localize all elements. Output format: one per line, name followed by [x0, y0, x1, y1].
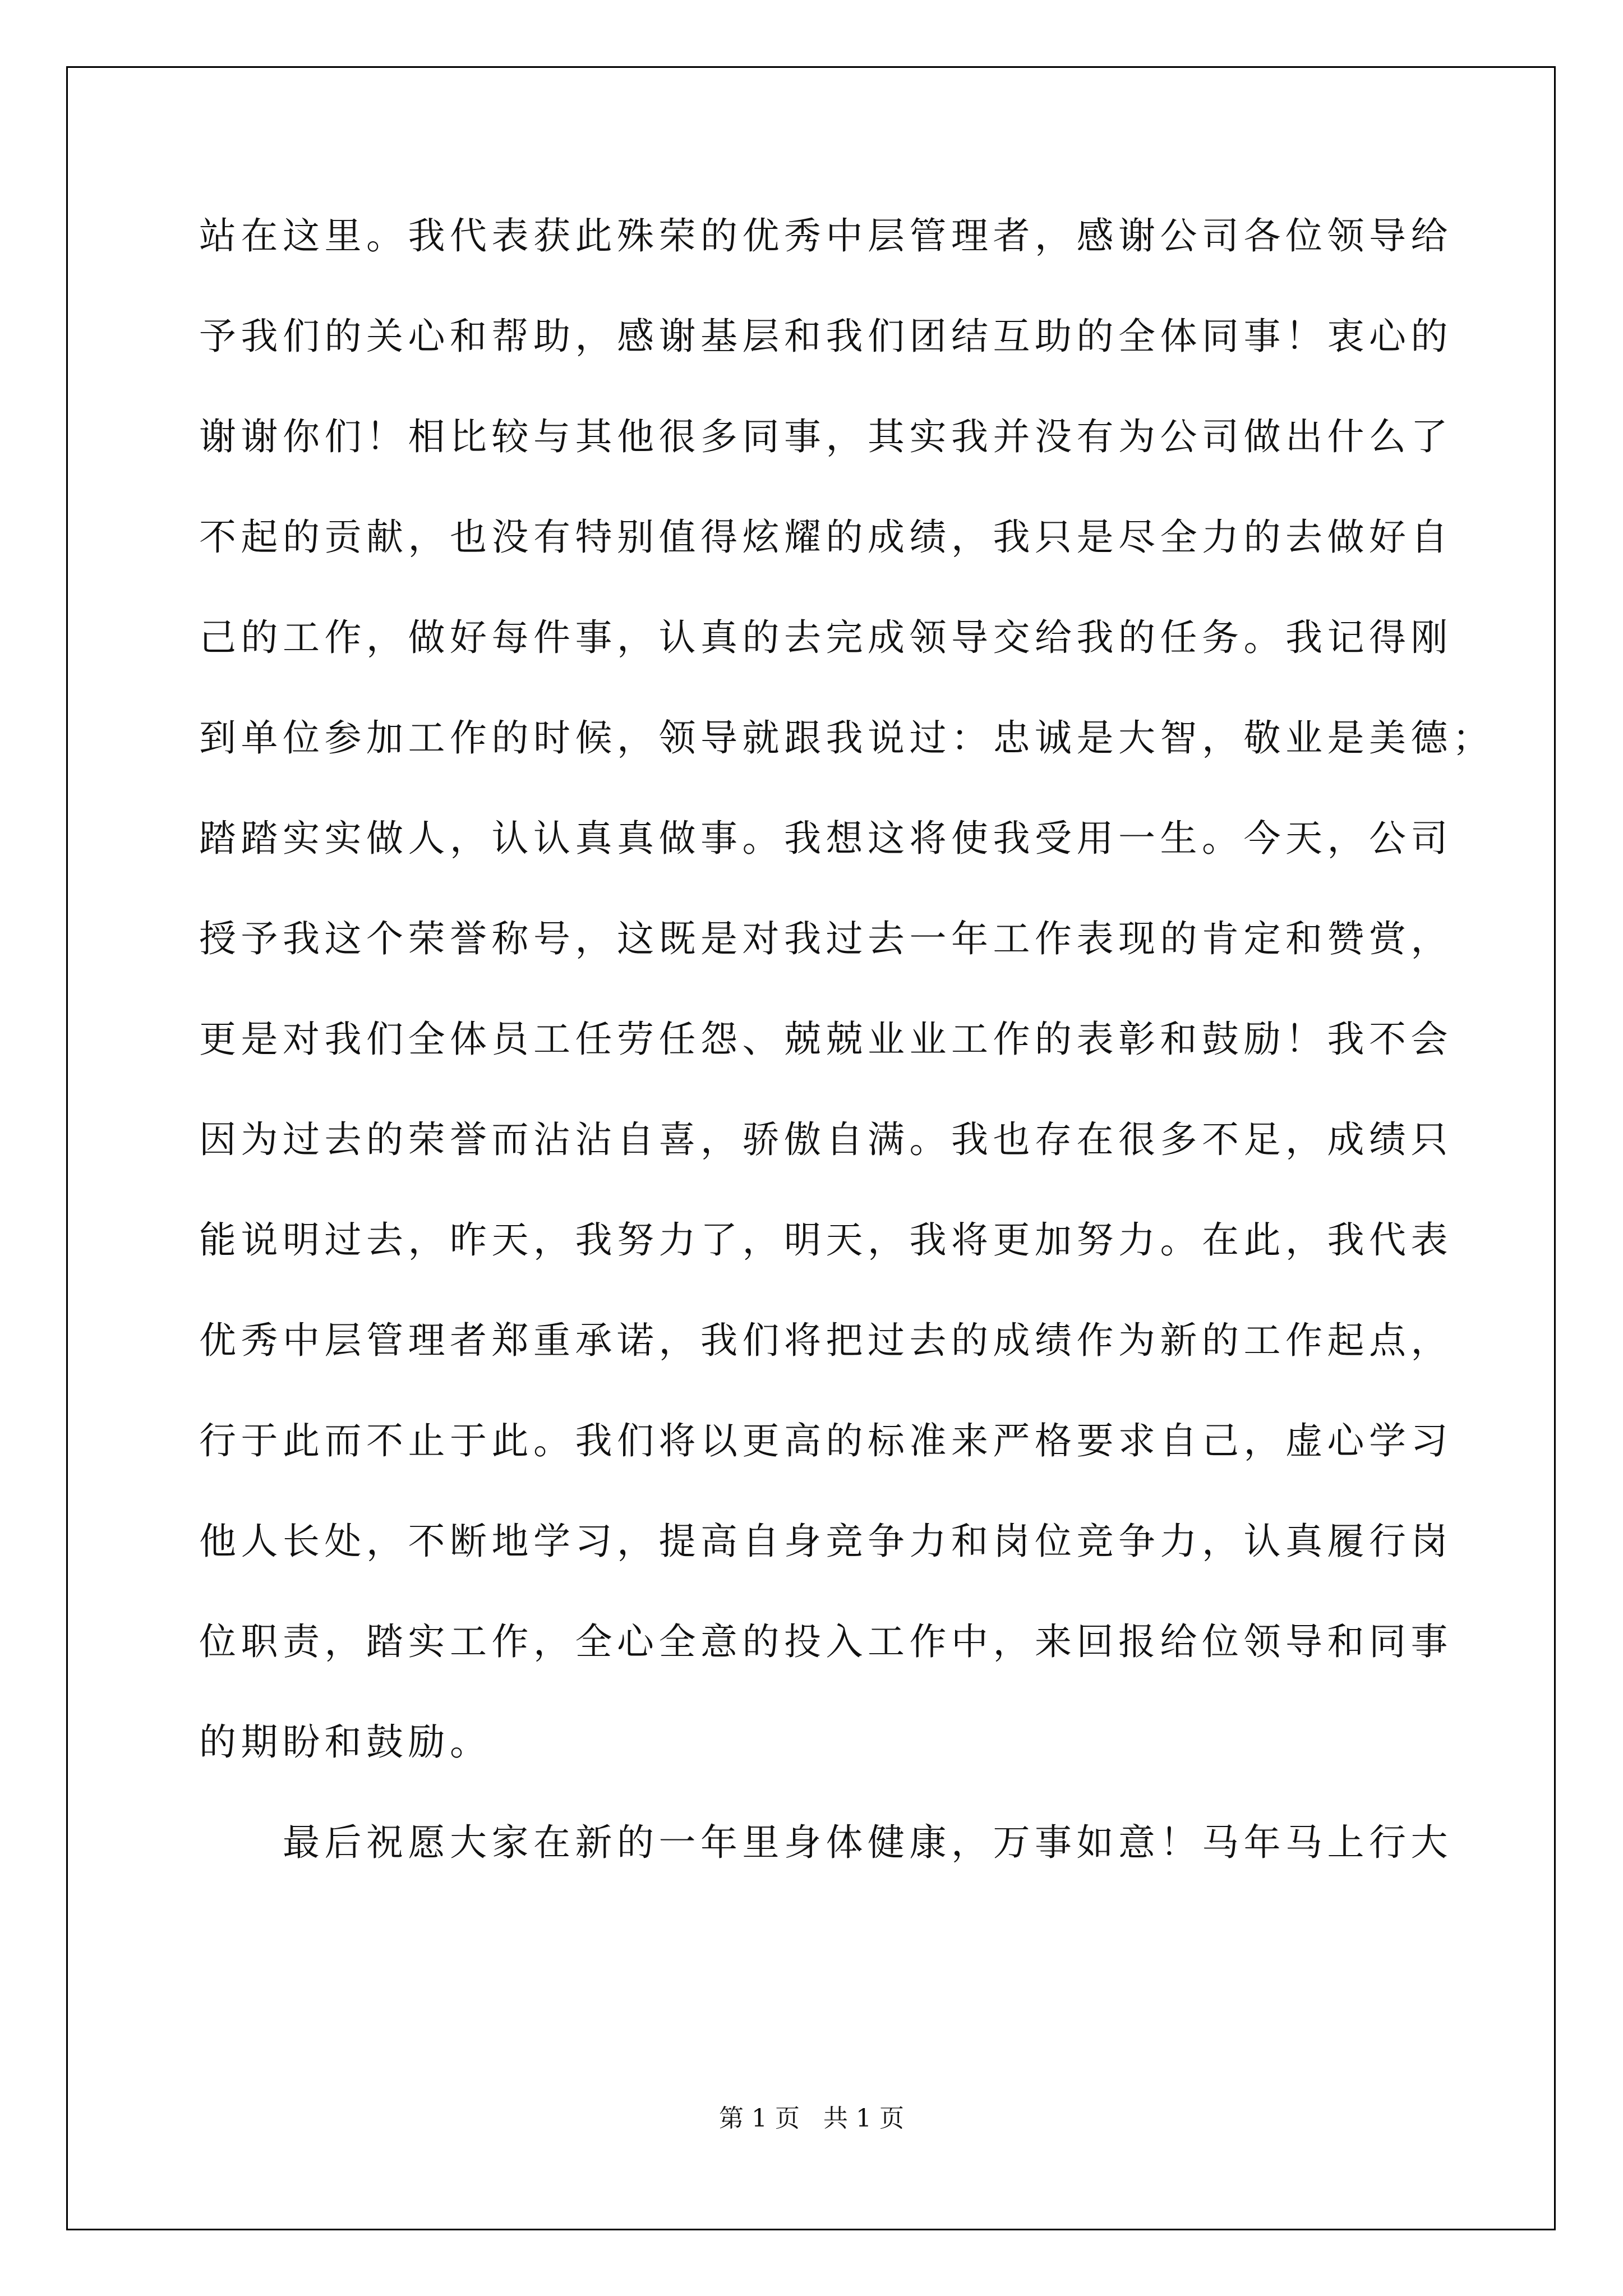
document-body	[199, 214, 1495, 1925]
text-line: 到单位参加工作的时候，领导就跟我说过：忠诚是大智，敬业是美德；	[199, 716, 1495, 760]
text-line: 己的工作，做好每件事，认真的去完成领导交给我的任务。我记得刚	[199, 616, 1453, 659]
text-line: 踏踏实实做人，认认真真做事。我想这将使我受用一生。今天，公司	[199, 817, 1453, 860]
text-line: 更是对我们全体员工任劳任怨、兢兢业业工作的表彰和鼓励！我不会	[199, 1018, 1453, 1061]
text-line: 行于此而不止于此。我们将以更高的标准来严格要求自己，虚心学习	[199, 1419, 1453, 1462]
text-line: 谢谢你们！相比较与其他很多同事，其实我并没有为公司做出什么了	[199, 415, 1453, 458]
text-line: 授予我这个荣誉称号，这既是对我过去一年工作表现的肯定和赞赏，	[199, 917, 1453, 960]
page-number-footer: 第 1 页 共 1 页	[719, 2104, 904, 2133]
text-line: 予我们的关心和帮助，感谢基层和我们团结互助的全体同事！衷心的	[199, 315, 1453, 358]
text-line: 的期盼和鼓励。	[199, 1720, 492, 1764]
paragraph-first-line: 最后祝愿大家在新的一年里身体健康，万事如意！马年马上行大	[283, 1821, 1453, 1864]
text-line: 位职责，踏实工作，全心全意的投入工作中，来回报给位领导和同事	[199, 1620, 1453, 1663]
text-line: 能说明过去，昨天，我努力了，明天，我将更加努力。在此，我代表	[199, 1218, 1453, 1262]
text-line: 站在这里。我代表获此殊荣的优秀中层管理者，感谢公司各位领导给	[199, 214, 1453, 257]
text-line: 优秀中层管理者郑重承诺，我们将把过去的成绩作为新的工作起点，	[199, 1319, 1453, 1362]
text-line: 因为过去的荣誉而沾沾自喜，骄傲自满。我也存在很多不足，成绩只	[199, 1118, 1453, 1161]
text-line: 他人长处，不断地学习，提高自身竞争力和岗位竞争力，认真履行岗	[199, 1520, 1453, 1563]
text-line: 不起的贡献，也没有特别值得炫耀的成绩，我只是尽全力的去做好自	[199, 516, 1453, 559]
